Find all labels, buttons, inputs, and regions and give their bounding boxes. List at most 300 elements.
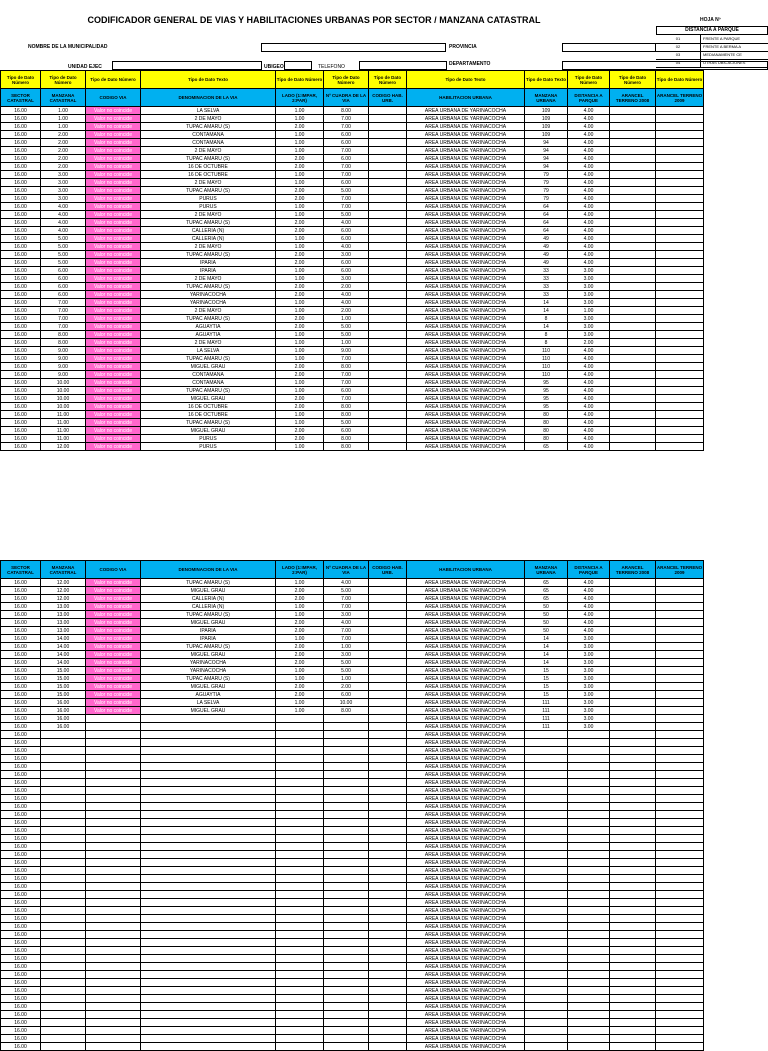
empty-cell: [324, 1027, 369, 1035]
table-row: [1, 147, 704, 155]
empty-cell: [324, 947, 369, 955]
sector-cell: 16.00: [1, 595, 41, 603]
codigo-hab-cell: [369, 595, 407, 603]
manzana-cell: 3.00: [41, 179, 86, 187]
sector-cell: 16.00: [1, 227, 41, 235]
empty-cell: [568, 971, 610, 979]
arancel-2009-cell: [656, 299, 704, 307]
manzana-urbana-cell: 15: [525, 691, 568, 699]
empty-cell: [610, 1011, 656, 1019]
column-header-cell: LADO (1:IMPAR, 2:PAR): [276, 89, 324, 107]
empty-cell: [525, 771, 568, 779]
legend-text: MEDIANAMENTE CE: [703, 52, 742, 57]
empty-cell: [610, 947, 656, 955]
arancel-2009-cell: [656, 667, 704, 675]
column-header-cell: DENOMINACION DE LA VIA: [141, 89, 276, 107]
manzana-urbana-cell: 64: [525, 219, 568, 227]
sector-cell: 16.00: [1, 603, 41, 611]
codigo-via-cell: Valor no coincide: [86, 627, 141, 635]
empty-cell: [369, 915, 407, 923]
table-row: [1, 675, 704, 683]
arancel-2009-cell: [656, 659, 704, 667]
empty-cell: [141, 859, 276, 867]
sector-cell: 16.00: [1, 715, 41, 723]
manzana-cell: 4.00: [41, 203, 86, 211]
codigo-via-cell: Valor no coincide: [86, 227, 141, 235]
empty-cell: [656, 835, 704, 843]
municipalidad-field[interactable]: [261, 43, 446, 52]
empty-cell: [41, 843, 86, 851]
arancel-2008-cell: [610, 683, 656, 691]
table-row: [1, 683, 704, 691]
cuadra-cell: 5.00: [324, 323, 369, 331]
empty-cell: [656, 859, 704, 867]
habilitacion-cell: AREA URBANA DE YARINACOCHA: [407, 651, 525, 659]
manzana-urbana-cell: 79: [525, 187, 568, 195]
cuadra-cell: [324, 715, 369, 723]
manzana-urbana-cell: 14: [525, 323, 568, 331]
empty-cell: [525, 819, 568, 827]
manzana-cell: 2.00: [41, 155, 86, 163]
empty-cell: [141, 1043, 276, 1051]
via-name-cell: TUPAC AMARU (S): [141, 387, 276, 395]
lado-cell: 2.00: [276, 291, 324, 299]
manzana-cell: 12.00: [41, 595, 86, 603]
sector-cell: 16.00: [1, 587, 41, 595]
habilitacion-cell: AREA URBANA DE YARINACOCHA: [407, 995, 525, 1003]
empty-cell: [324, 787, 369, 795]
habilitacion-cell: AREA URBANA DE YARINACOCHA: [407, 403, 525, 411]
distancia-cell: 4.00: [568, 211, 610, 219]
table-row: [1, 107, 704, 115]
empty-cell: [324, 755, 369, 763]
telefono-field[interactable]: [359, 61, 447, 70]
sector-cell: 16.00: [1, 907, 41, 915]
habilitacion-cell: AREA URBANA DE YARINACOCHA: [407, 347, 525, 355]
empty-cell: [369, 955, 407, 963]
distancia-cell: 3.00: [568, 723, 610, 731]
empty-cell: [276, 955, 324, 963]
arancel-2008-cell: [610, 251, 656, 259]
habilitacion-cell: AREA URBANA DE YARINACOCHA: [407, 419, 525, 427]
codigo-via-cell: Valor no coincide: [86, 307, 141, 315]
table-row: [1, 195, 704, 203]
lado-cell: 2.00: [276, 651, 324, 659]
sector-cell: 16.00: [1, 803, 41, 811]
via-name-cell: CALLERIA (N): [141, 235, 276, 243]
table-row: [1, 155, 704, 163]
habilitacion-cell: AREA URBANA DE YARINACOCHA: [407, 1027, 525, 1035]
arancel-2009-cell: [656, 427, 704, 435]
habilitacion-cell: AREA URBANA DE YARINACOCHA: [407, 971, 525, 979]
empty-cell: [86, 979, 141, 987]
empty-cell: [369, 987, 407, 995]
empty-cell: [276, 851, 324, 859]
table-row: [1, 875, 704, 883]
lado-cell: 2.00: [276, 659, 324, 667]
distancia-cell: 4.00: [568, 131, 610, 139]
empty-cell: [610, 747, 656, 755]
arancel-2009-cell: [656, 315, 704, 323]
empty-cell: [568, 747, 610, 755]
arancel-2009-cell: [656, 219, 704, 227]
departamento-field[interactable]: [562, 61, 768, 70]
codigo-hab-cell: [369, 179, 407, 187]
codigo-hab-cell: [369, 139, 407, 147]
ubigeo-field[interactable]: [284, 61, 312, 70]
empty-cell: [86, 819, 141, 827]
codigo-hab-cell: [369, 355, 407, 363]
habilitacion-cell: AREA URBANA DE YARINACOCHA: [407, 387, 525, 395]
codigo-via-cell: Valor no coincide: [86, 139, 141, 147]
empty-cell: [86, 899, 141, 907]
sector-cell: 16.00: [1, 867, 41, 875]
table-row: [1, 443, 704, 451]
habilitacion-cell: AREA URBANA DE YARINACOCHA: [407, 323, 525, 331]
empty-cell: [141, 827, 276, 835]
habilitacion-cell: AREA URBANA DE YARINACOCHA: [407, 371, 525, 379]
codigo-via-cell: Valor no coincide: [86, 411, 141, 419]
unidad-field[interactable]: [112, 61, 262, 70]
empty-cell: [656, 843, 704, 851]
habilitacion-cell: AREA URBANA DE YARINACOCHA: [407, 763, 525, 771]
sector-cell: 16.00: [1, 987, 41, 995]
empty-cell: [41, 1011, 86, 1019]
sector-cell: 16.00: [1, 843, 41, 851]
empty-cell: [369, 835, 407, 843]
habilitacion-cell: AREA URBANA DE YARINACOCHA: [407, 131, 525, 139]
sector-cell: 16.00: [1, 323, 41, 331]
legend-code: 01: [656, 35, 701, 43]
empty-cell: [568, 947, 610, 955]
arancel-2009-cell: [656, 419, 704, 427]
empty-cell: [141, 891, 276, 899]
empty-cell: [276, 731, 324, 739]
empty-cell: [276, 931, 324, 939]
empty-cell: [276, 771, 324, 779]
empty-cell: [86, 947, 141, 955]
sector-cell: 16.00: [1, 811, 41, 819]
empty-cell: [41, 867, 86, 875]
habilitacion-cell: AREA URBANA DE YARINACOCHA: [407, 123, 525, 131]
habilitacion-cell: AREA URBANA DE YARINACOCHA: [407, 779, 525, 787]
cuadra-cell: 3.00: [324, 251, 369, 259]
manzana-cell: 10.00: [41, 395, 86, 403]
manzana-cell: 4.00: [41, 227, 86, 235]
manzana-cell: 13.00: [41, 603, 86, 611]
departamento-label: DEPARTAMENTO: [449, 61, 491, 67]
sector-cell: 16.00: [1, 859, 41, 867]
empty-cell: [369, 811, 407, 819]
empty-cell: [41, 987, 86, 995]
empty-cell: [525, 843, 568, 851]
lado-cell: 1.00: [276, 443, 324, 451]
cuadra-cell: 6.00: [324, 155, 369, 163]
table-row: [1, 219, 704, 227]
empty-cell: [610, 763, 656, 771]
via-name-cell: 2 DE MAYO: [141, 211, 276, 219]
sector-cell: 16.00: [1, 763, 41, 771]
habilitacion-cell: AREA URBANA DE YARINACOCHA: [407, 699, 525, 707]
arancel-2009-cell: [656, 411, 704, 419]
type-header-cell: Tipo de Dato Número: [41, 71, 86, 89]
manzana-urbana-cell: 50: [525, 627, 568, 635]
empty-cell: [141, 747, 276, 755]
empty-cell: [656, 779, 704, 787]
manzana-cell: 15.00: [41, 675, 86, 683]
legend-text: FRENTE A BERMA A: [703, 44, 742, 49]
empty-cell: [610, 811, 656, 819]
empty-cell: [610, 867, 656, 875]
habilitacion-cell: AREA URBANA DE YARINACOCHA: [407, 915, 525, 923]
codigo-via-cell: Valor no coincide: [86, 443, 141, 451]
via-name-cell: IPARIA: [141, 267, 276, 275]
arancel-2009-cell: [656, 267, 704, 275]
empty-cell: [86, 835, 141, 843]
via-name-cell: 2 DE MAYO: [141, 115, 276, 123]
manzana-urbana-cell: 94: [525, 147, 568, 155]
manzana-cell: 6.00: [41, 275, 86, 283]
sector-cell: 16.00: [1, 979, 41, 987]
sector-cell: 16.00: [1, 435, 41, 443]
codigo-via-cell: Valor no coincide: [86, 171, 141, 179]
empty-cell: [41, 1027, 86, 1035]
sector-cell: 16.00: [1, 1003, 41, 1011]
via-name-cell: TUPAC AMARU (S): [141, 219, 276, 227]
empty-cell: [276, 1043, 324, 1051]
table-row: [1, 275, 704, 283]
habilitacion-cell: AREA URBANA DE YARINACOCHA: [407, 163, 525, 171]
empty-cell: [141, 1035, 276, 1043]
codigo-hab-cell: [369, 643, 407, 651]
sector-cell: 16.00: [1, 699, 41, 707]
cuadra-cell: 4.00: [324, 579, 369, 587]
cuadra-cell: 1.00: [324, 643, 369, 651]
empty-cell: [369, 875, 407, 883]
empty-cell: [324, 987, 369, 995]
sector-cell: 16.00: [1, 1011, 41, 1019]
arancel-2008-cell: [610, 411, 656, 419]
sector-cell: 16.00: [1, 635, 41, 643]
habilitacion-cell: AREA URBANA DE YARINACOCHA: [407, 931, 525, 939]
empty-cell: [86, 923, 141, 931]
table-row: [1, 939, 704, 947]
distancia-cell: 3.00: [568, 651, 610, 659]
via-name-cell: TUPAC AMARU (S): [141, 315, 276, 323]
empty-cell: [568, 1019, 610, 1027]
table-row: [1, 899, 704, 907]
table-row: [1, 291, 704, 299]
empty-cell: [525, 899, 568, 907]
via-name-cell: MIGUEL GRAU: [141, 427, 276, 435]
codigo-via-cell: Valor no coincide: [86, 211, 141, 219]
distancia-cell: 4.00: [568, 107, 610, 115]
empty-cell: [324, 1003, 369, 1011]
cuadra-cell: 7.00: [324, 355, 369, 363]
manzana-cell: 14.00: [41, 643, 86, 651]
empty-cell: [324, 971, 369, 979]
habilitacion-cell: AREA URBANA DE YARINACOCHA: [407, 315, 525, 323]
manzana-urbana-cell: 109: [525, 131, 568, 139]
table-row: [1, 243, 704, 251]
manzana-cell: 12.00: [41, 587, 86, 595]
lado-cell: 1.00: [276, 331, 324, 339]
empty-cell: [525, 1003, 568, 1011]
arancel-2009-cell: [656, 715, 704, 723]
distancia-cell: 4.00: [568, 347, 610, 355]
codigo-via-cell: Valor no coincide: [86, 403, 141, 411]
arancel-2009-cell: [656, 251, 704, 259]
lado-cell: 2.00: [276, 259, 324, 267]
lado-cell: 1.00: [276, 211, 324, 219]
empty-cell: [276, 891, 324, 899]
empty-cell: [276, 971, 324, 979]
sector-cell: 16.00: [1, 235, 41, 243]
empty-cell: [276, 795, 324, 803]
type-header-cell: Tipo de Dato Texto: [407, 71, 525, 89]
table-row: [1, 587, 704, 595]
empty-cell: [525, 923, 568, 931]
empty-cell: [86, 891, 141, 899]
table-row: [1, 691, 704, 699]
arancel-2008-cell: [610, 715, 656, 723]
via-name-cell: PURUS: [141, 203, 276, 211]
codigo-hab-cell: [369, 307, 407, 315]
empty-cell: [369, 1019, 407, 1027]
manzana-urbana-cell: 109: [525, 107, 568, 115]
arancel-2008-cell: [610, 227, 656, 235]
codigo-via-cell: Valor no coincide: [86, 419, 141, 427]
manzana-urbana-cell: 111: [525, 707, 568, 715]
distancia-cell: 3.00: [568, 643, 610, 651]
empty-cell: [525, 835, 568, 843]
codigo-via-cell: Valor no coincide: [86, 691, 141, 699]
empty-cell: [41, 739, 86, 747]
table-row: [1, 595, 704, 603]
empty-cell: [141, 763, 276, 771]
empty-cell: [656, 827, 704, 835]
manzana-urbana-cell: 95: [525, 387, 568, 395]
table-row: [1, 355, 704, 363]
codigo-via-cell: Valor no coincide: [86, 603, 141, 611]
arancel-2008-cell: [610, 667, 656, 675]
via-name-cell: TUPAC AMARU (S): [141, 187, 276, 195]
table-row: [1, 979, 704, 987]
arancel-2008-cell: [610, 331, 656, 339]
arancel-2008-cell: [610, 243, 656, 251]
column-header-cell: MANZANA URBANA: [525, 89, 568, 107]
empty-cell: [568, 979, 610, 987]
habilitacion-cell: AREA URBANA DE YARINACOCHA: [407, 1035, 525, 1043]
empty-cell: [324, 963, 369, 971]
empty-cell: [276, 843, 324, 851]
via-name-cell: YARINACOCHA: [141, 299, 276, 307]
arancel-2009-cell: [656, 115, 704, 123]
distancia-cell: 3.00: [568, 283, 610, 291]
cuadra-cell: 4.00: [324, 299, 369, 307]
empty-cell: [656, 1019, 704, 1027]
lado-cell: 2.00: [276, 371, 324, 379]
manzana-urbana-cell: 14: [525, 659, 568, 667]
habilitacion-cell: AREA URBANA DE YARINACOCHA: [407, 259, 525, 267]
codigo-hab-cell: [369, 627, 407, 635]
sector-cell: 16.00: [1, 163, 41, 171]
sector-cell: 16.00: [1, 283, 41, 291]
arancel-2009-cell: [656, 723, 704, 731]
distancia-cell: 4.00: [568, 603, 610, 611]
empty-cell: [324, 891, 369, 899]
empty-cell: [525, 883, 568, 891]
table-row: [1, 339, 704, 347]
empty-cell: [656, 851, 704, 859]
sector-cell: 16.00: [1, 923, 41, 931]
manzana-urbana-cell: 49: [525, 235, 568, 243]
empty-cell: [568, 891, 610, 899]
habilitacion-cell: AREA URBANA DE YARINACOCHA: [407, 395, 525, 403]
manzana-cell: 2.00: [41, 147, 86, 155]
empty-cell: [86, 803, 141, 811]
table-row: [1, 659, 704, 667]
cuadra-cell: 7.00: [324, 627, 369, 635]
table-row: [1, 1019, 704, 1027]
empty-cell: [568, 923, 610, 931]
cuadra-cell: 1.00: [324, 315, 369, 323]
column-header-cell: SECTOR CATASTRAL: [1, 89, 41, 107]
arancel-2009-cell: [656, 291, 704, 299]
sector-cell: 16.00: [1, 947, 41, 955]
empty-cell: [86, 1019, 141, 1027]
lado-cell: 2.00: [276, 323, 324, 331]
habilitacion-cell: AREA URBANA DE YARINACOCHA: [407, 107, 525, 115]
sector-cell: 16.00: [1, 707, 41, 715]
arancel-2009-cell: [656, 699, 704, 707]
empty-cell: [276, 883, 324, 891]
arancel-2008-cell: [610, 123, 656, 131]
manzana-urbana-cell: 80: [525, 427, 568, 435]
manzana-urbana-cell: 95: [525, 403, 568, 411]
empty-cell: [141, 755, 276, 763]
codigo-hab-cell: [369, 331, 407, 339]
manzana-urbana-cell: 14: [525, 651, 568, 659]
table-row: [1, 395, 704, 403]
manzana-urbana-cell: 65: [525, 587, 568, 595]
lado-cell: 2.00: [276, 227, 324, 235]
arancel-2009-cell: [656, 363, 704, 371]
provincia-field[interactable]: [562, 43, 656, 52]
table-row: [1, 651, 704, 659]
codigo-via-cell: Valor no coincide: [86, 363, 141, 371]
manzana-cell: 7.00: [41, 299, 86, 307]
sector-cell: 16.00: [1, 579, 41, 587]
empty-cell: [86, 931, 141, 939]
empty-cell: [369, 979, 407, 987]
via-name-cell: MIGUEL GRAU: [141, 707, 276, 715]
empty-cell: [610, 819, 656, 827]
manzana-cell: 2.00: [41, 131, 86, 139]
empty-cell: [276, 835, 324, 843]
via-name-cell: TUPAC AMARU (S): [141, 675, 276, 683]
codigo-hab-cell: [369, 267, 407, 275]
cuadra-cell: 5.00: [324, 211, 369, 219]
column-header-cell: DISTANCIA A PARQUE: [568, 561, 610, 579]
table-row: [1, 1003, 704, 1011]
cuadra-cell: 10.00: [324, 699, 369, 707]
sector-cell: 16.00: [1, 675, 41, 683]
cuadra-cell: 3.00: [324, 611, 369, 619]
empty-cell: [276, 907, 324, 915]
cuadra-cell: 6.00: [324, 227, 369, 235]
empty-cell: [86, 963, 141, 971]
